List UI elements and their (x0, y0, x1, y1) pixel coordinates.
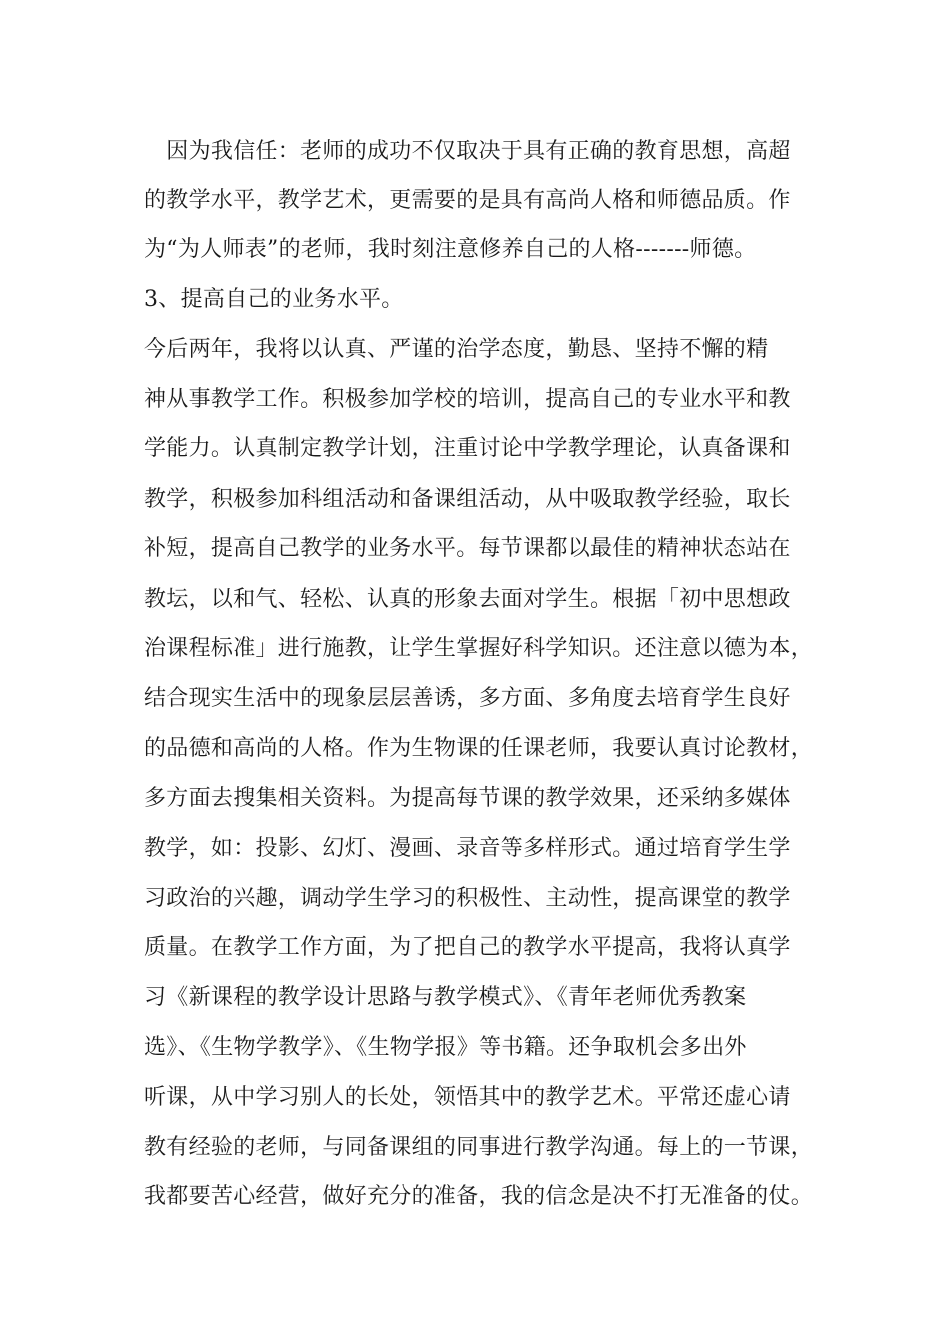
text-line: 选》、《生物学教学》、《生物学报》等书籍。还争取机会多出外 (144, 1035, 747, 1060)
text-line: 结合现实生活中的现象层层善诱，多方面、多角度去培育学生良好 (144, 686, 791, 711)
text-line: 补短，提高自己教学的业务水平。每节课都以最佳的精神状态站在 (144, 536, 791, 561)
text-line: 习政治的兴趣，调动学生学习的积极性、主动性，提高课堂的教学 (144, 886, 791, 911)
section-heading: 3、提高自己的业务水平。 (144, 287, 404, 312)
text-line: 我都要苦心经营，做好充分的准备，我的信念是决不打无准备的仗。 (144, 1184, 814, 1209)
text-line: 神从事教学工作。积极参加学校的培训，提高自己的专业水平和教 (144, 387, 791, 412)
text-line: 教学，积极参加科组活动和备课组活动，从中吸取教学经验，取长 (144, 487, 791, 512)
text-line: 教有经验的老师，与同备课组的同事进行教学沟通。每上的一节课， (144, 1135, 814, 1160)
text-line: 的品德和高尚的人格。作为生物课的任课老师，我要认真讨论教材， (144, 736, 814, 761)
text-line: 为“为人师表”的老师，我时刻注意修养自己的人格-------师德。 (144, 237, 757, 262)
text-line: 多方面去搜集相关资料。为提高每节课的教学效果，还采纳多媒体 (144, 786, 791, 811)
text-line: 学能力。认真制定教学计划，注重讨论中学教学理论，认真备课和 (144, 436, 791, 461)
text-line: 治课程标准」进行施教，让学生掌握好科学知识。还注意以德为本， (144, 636, 814, 661)
text-line: 听课，从中学习别人的长处，领悟其中的教学艺术。平常还虚心请 (144, 1085, 791, 1110)
text-line: 因为我信任：老师的成功不仅取决于具有正确的教育思想，高超 (144, 139, 791, 164)
text-line: 质量。在教学工作方面，为了把自己的教学水平提高，我将认真学 (144, 935, 791, 960)
text-line: 教坛，以和气、轻松、认真的形象去面对学生。根据「初中思想政 (144, 587, 791, 612)
text-line: 习《新课程的教学设计思路与教学模式》、《青年老师优秀教案 (144, 985, 747, 1010)
text-line: 今后两年，我将以认真、严谨的治学态度，勤恳、坚持不懈的精 (144, 337, 769, 362)
text-line: 教学，如：投影、幻灯、漫画、录音等多样形式。通过培育学生学 (144, 836, 791, 861)
text-line: 的教学水平，教学艺术，更需要的是具有高尚人格和师德品质。作 (144, 188, 791, 213)
